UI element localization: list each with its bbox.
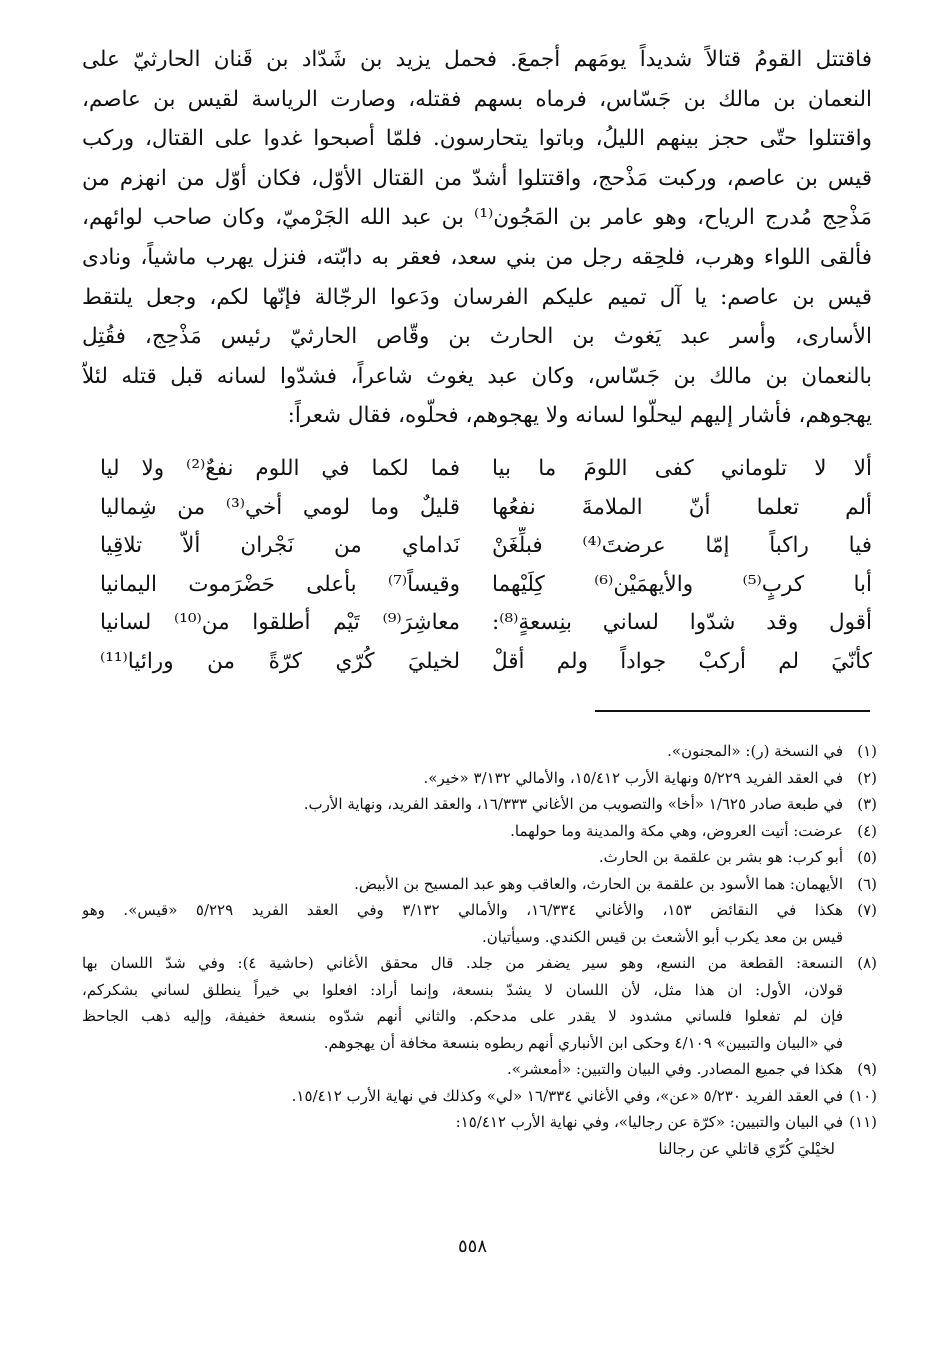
poem-verse — [82, 450, 872, 489]
footnote — [82, 738, 877, 765]
page-number: ٥٥٨ — [457, 1236, 487, 1257]
footnote-number: (٧) — [857, 901, 877, 919]
footnote-verse: لخيْليَ كُرّي قاتلي عن رجالنا — [658, 1139, 835, 1158]
prose-line: الأسارى، وأسر عبد يَغوث بن الحارث بن وقّاص الحارثيّ رئيس مَذْحِج، فقُتِل — [82, 324, 872, 350]
footnote-text: قيس بن معد يكرب أبو الأشعث بن قيس الكندي. وسيأتيان. — [482, 927, 843, 946]
footnote-number: (٦) — [857, 874, 877, 893]
footnote — [82, 1083, 877, 1110]
footnote-separator — [595, 710, 870, 712]
footnotes — [82, 738, 877, 1162]
footnote-text: أبو كرب: هو بشر بن علقمة بن الحارث. — [598, 848, 843, 866]
verse-second-hemistich: لخيليَ كُرّي كرّةً من ورائيا⁽¹¹⁾ — [100, 648, 460, 674]
footnote-text: في العقد الفريد ٥/٢٣٠ «عن»، وفي الأغاني ١٦/٣٣٤ «لي» وكذلك في نهاية الأرب ١٥/٤١٢. — [291, 1086, 843, 1105]
verse-second-hemistich: معاشِرَ⁽⁹⁾ تَيْم أطلقوا من⁽¹⁰⁾ لسانيا — [100, 610, 460, 636]
verse-second-hemistich: وقيساً⁽⁷⁾ بأعلى حَضْرَموت اليمانيا — [100, 571, 460, 597]
verse-second-hemistich: قليلٌ وما لومي أخي⁽³⁾ من شِماليا — [100, 494, 460, 520]
footnote-text: في طبعة صادر ١/٦٢٥ «أخا» والتصويب من الأغاني ١٦/٣٣٣، والعقد الفريد، ونهاية الأرب. — [303, 795, 843, 813]
prose-line: يهجوهم، فأشار إليهم ليحلّوا لسانه ولا يهجوهم، فحلّوه، فقال شعراً: — [287, 403, 872, 429]
footnote-number: (٥) — [857, 848, 877, 866]
footnote-text: فإن لم تفعلوا فلساني مشدود لا يقدر على مدحكم. والثاني أنهم شدّوه بنسعة خفيفة، وإليه ذهب الجاحظ — [82, 1007, 843, 1025]
footnote-text: النسعة: القطعة من النسع، وهو سير يضفر من جلد. قال محقق الأغاني (حاشية ٤): وفي شدّ اللسان بها — [82, 954, 843, 972]
footnote-number: (٢) — [857, 768, 877, 787]
footnote-number: (١) — [857, 742, 877, 760]
footnote — [82, 765, 877, 792]
footnote — [82, 871, 877, 898]
prose-line: مَذْحِج مُدرج الرياح، وهو عامر بن المَجُون⁽¹⁾ بن عبد الله الجَرْميّ، وكان صاحب لوائهم، — [82, 205, 872, 231]
footnote-text: في البيان والتبيين: «كرّة عن رجاليا»، وفي نهاية الأرب ١٥/٤١٢: — [455, 1113, 843, 1131]
prose-line: واقتتلوا حتّى حجز بينهم الليلُ، وباتوا يتحارسون. فلمّا أصبحوا غدوا على القتال، وركب — [82, 126, 872, 152]
footnote-number: (٤) — [857, 821, 877, 840]
verse-first-hemistich: أبا كربٍ⁽⁵⁾ والأيهمَيْن⁽⁶⁾ كِلَيْهما — [492, 571, 872, 597]
footnote — [82, 1109, 877, 1162]
footnote-text: في النسخة (ر): «المجنون». — [667, 742, 843, 760]
footnote-text: قولان، الأول: ان هذا مثل، لأن اللسان لا يشدّ بنسعة، وإنما أراد: افعلوا بي خيراً ينطلق لساني بشكركم، — [82, 980, 843, 999]
footnote — [82, 897, 877, 950]
footnote-number: (١١) — [849, 1113, 877, 1131]
poem-verse — [82, 604, 872, 643]
footnote — [82, 818, 877, 845]
footnote — [82, 950, 877, 1056]
verse-first-hemistich: ألم تعلما أنّ الملامةَ نفعُها — [492, 494, 872, 520]
verse-first-hemistich: أقول وقد شدّوا لساني بنِسعةٍ⁽⁸⁾: — [492, 610, 872, 636]
footnote — [82, 791, 877, 818]
verse-second-hemistich: نَداماي من نَجْران ألاّ تلاقِيا — [100, 533, 460, 559]
verse-first-hemistich: فيا راكباً إمّا عرضتَ⁽⁴⁾ فبلِّغَنْ — [492, 533, 872, 559]
footnote-text: هكذا في جميع المصادر. وفي البيان والتبين: «أمعشر». — [507, 1060, 843, 1078]
poem-verse — [82, 489, 872, 528]
prose-line: النعمان بن مالك بن جَسّاس، فرماه بسهم فقتله، وصارت الرياسة لقيس بن عاصم، — [82, 86, 872, 112]
prose-line: قيس بن عاصم، وركبت مَذْحج، واقتتلوا أشدّ من القتال الأوّل، فكان أوّل من انهزم من — [82, 165, 872, 191]
footnote — [82, 1056, 877, 1083]
footnote-text: في «البيان والتبيين» ٤/١٠٩ وحكى ابن الأنباري أنهم ربطوه بنسعة مخافة أن يهجوهم. — [323, 1033, 843, 1052]
footnote-text: الأيهمان: هما الأسود بن علقمة بن الحارث، والعاقب وهو عبد المسيح بن الأبيض. — [354, 874, 843, 893]
prose-line: قيس بن عاصم: يا آل تميم عليكم الفرسان ودَعوا الرجّالة فإنّها لكم، وجعل يلتقط — [82, 284, 872, 310]
footnote-number: (٩) — [857, 1060, 877, 1078]
poem-block — [82, 450, 872, 682]
footnote-number: (٣) — [857, 795, 877, 813]
verse-first-hemistich: كأنّيَ لم أركبْ جواداً ولم أقلْ — [492, 648, 872, 674]
footnote-number: (١٠) — [849, 1086, 877, 1105]
poem-verse — [82, 527, 872, 566]
verse-second-hemistich: فما لكما في اللوم نفعٌ⁽²⁾ ولا ليا — [100, 456, 460, 481]
poem-verse — [82, 643, 872, 682]
verse-first-hemistich: ألا لا تلوماني كفى اللومَ ما بيا — [492, 456, 872, 481]
footnote-text: هكذا في النقائض ١٥٣، والأغاني ١٦/٣٣٤، والأمالي ٣/١٣٢ وفي العقد الفريد ٥/٢٢٩ «قيس». وهو — [82, 901, 843, 919]
prose-line: بالنعمان بن مالك بن جَسّاس، وكان عبد يغوث شاعراً، فشدّوا لسانه قبل قتله لئلاّ — [82, 363, 872, 389]
prose-line: فألقى اللواء وهرب، فلحِقه رجل من بني سعد، فعقر به دابّته، فنزل يهرب ماشياً، ونادى — [82, 244, 872, 270]
footnote-number: (٨) — [857, 954, 877, 972]
prose-paragraph — [82, 40, 872, 436]
footnote — [82, 844, 877, 871]
poem-verse — [82, 566, 872, 605]
footnote-text: في العقد الفريد ٥/٢٢٩ ونهاية الأرب ١٥/٤١٢، والأمالي ٣/١٣٢ «خير». — [423, 768, 843, 787]
prose-line: فاقتتل القومُ قتالاً شديداً يومَهم أجمعَ. فحمل يزيد بن شَدّاد بن قَنان الحارثيّ على — [82, 47, 872, 72]
footnote-text: عرضت: أتيت العروض، وهي مكة والمدينة وما حولهما. — [510, 821, 843, 840]
